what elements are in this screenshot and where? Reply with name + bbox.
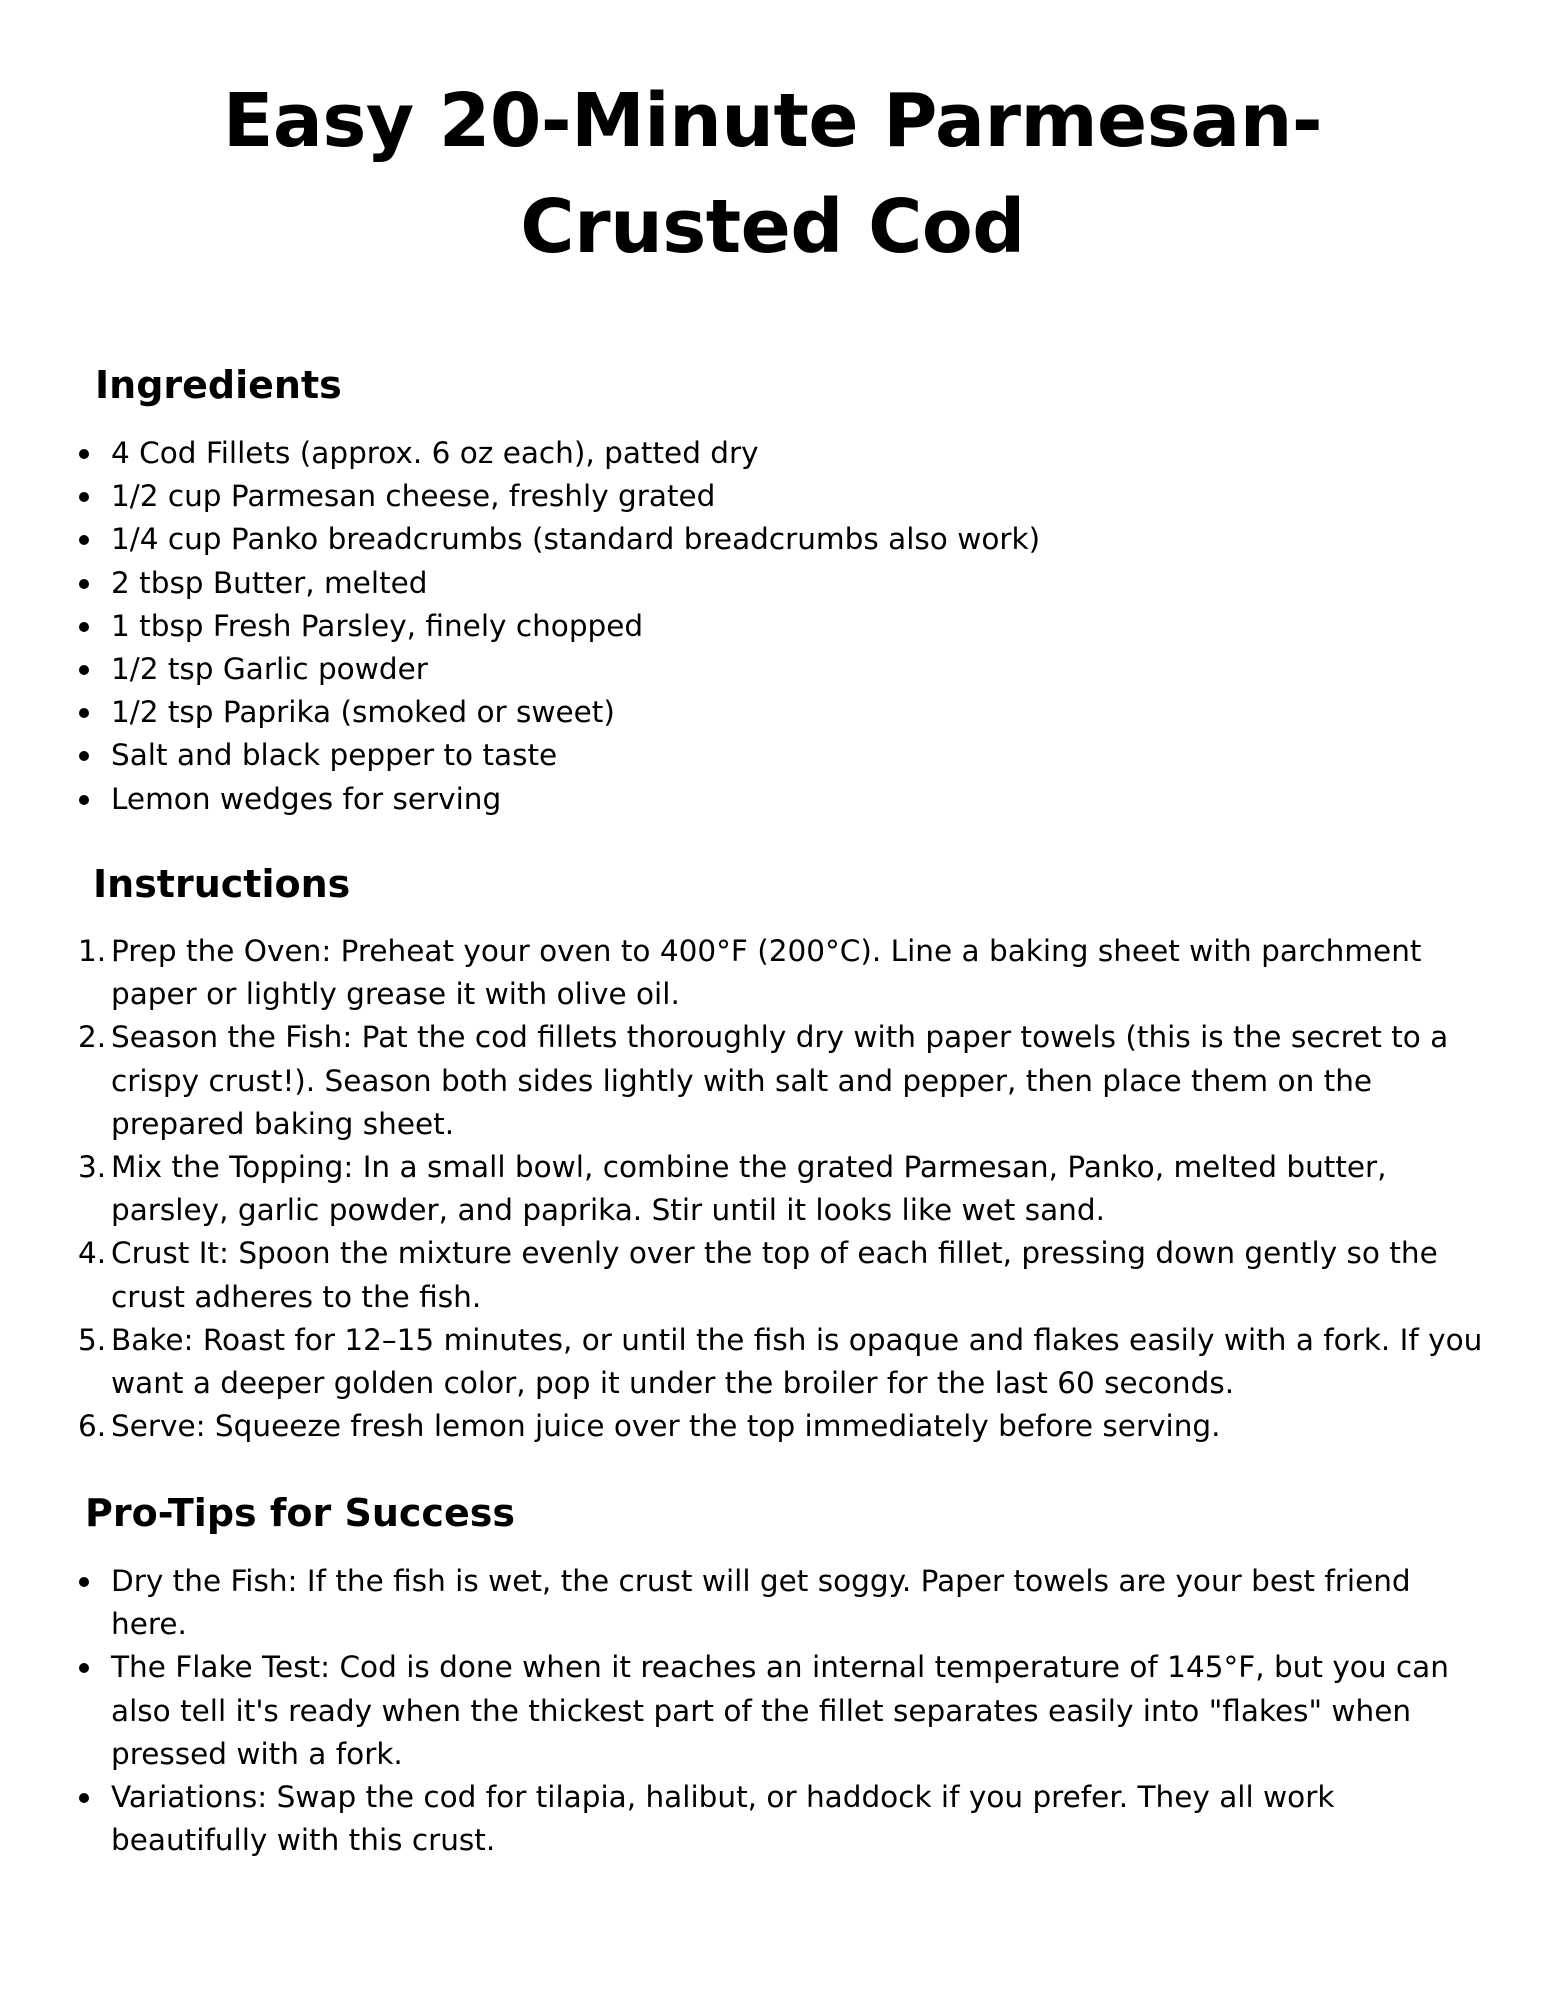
instructions-list <box>78 930 1503 1448</box>
list-item: Variations: Swap the cod for tilapia, halibut, or haddock if you prefer. They all work beautifully with this crust. <box>111 1776 1481 1862</box>
list-item: 1/2 cup Parmesan cheese, freshly grated <box>111 475 1491 518</box>
instructions-heading: Instructions <box>93 862 351 906</box>
list-item: 2. Season the Fish: Pat the cod fillets thoroughly dry with paper towels (this is the secret to a crispy crust!). Season both sides lightly with salt and pepper, then place them on the prepared baking sheet. <box>78 1020 1449 1141</box>
ingredients-list <box>111 432 1491 821</box>
list-item: 1/4 cup Panko breadcrumbs (standard breadcrumbs also work) <box>111 518 1491 561</box>
list-item: Salt and black pepper to taste <box>111 734 1491 777</box>
list-item: 2 tbsp Butter, melted <box>111 562 1491 605</box>
list-item: 1. Prep the Oven: Preheat your oven to 400°F (200°C). Line a baking sheet with parchment paper or lightly grease it with olive oil. <box>78 934 1422 1012</box>
list-item: The Flake Test: Cod is done when it reaches an internal temperature of 145°F, but you can also tell it's ready when the thickest part of the fillet separates easily into "flakes" when pressed with a fork. <box>111 1646 1481 1776</box>
list-item: 1/2 tsp Paprika (smoked or sweet) <box>111 691 1491 734</box>
list-item: 1 tbsp Fresh Parsley, finely chopped <box>111 605 1491 648</box>
page-title <box>0 68 1545 280</box>
list-item: 3. Mix the Topping: In a small bowl, combine the grated Parmesan, Panko, melted butter, parsley, garlic powder, and paprika. Stir until it looks like wet sand. <box>78 1150 1387 1228</box>
tips-list <box>111 1560 1481 1862</box>
list-item: 4. Crust It: Spoon the mixture evenly over the top of each fillet, pressing down gently so the crust adheres to the fish. <box>78 1236 1438 1314</box>
title-line-1: Easy 20-Minute Parmesan- <box>222 78 1323 164</box>
ingredients-heading: Ingredients <box>95 363 342 407</box>
list-item: Lemon wedges for serving <box>111 778 1491 821</box>
list-item: Dry the Fish: If the fish is wet, the crust will get soggy. Paper towels are your best friend here. <box>111 1560 1481 1646</box>
list-item: 4 Cod Fillets (approx. 6 oz each), patted dry <box>111 432 1491 475</box>
list-item: 5. Bake: Roast for 12–15 minutes, or until the fish is opaque and flakes easily with a fork. If you want a deeper golden color, pop it under the broiler for the last 60 seconds. <box>78 1322 1483 1401</box>
title-line-2: Crusted Cod <box>520 184 1025 270</box>
list-item: 6. Serve: Squeeze fresh lemon juice over the top immediately before serving. <box>78 1409 1221 1444</box>
tips-heading: Pro-Tips for Success <box>85 1491 515 1535</box>
list-item: 1/2 tsp Garlic powder <box>111 648 1491 691</box>
